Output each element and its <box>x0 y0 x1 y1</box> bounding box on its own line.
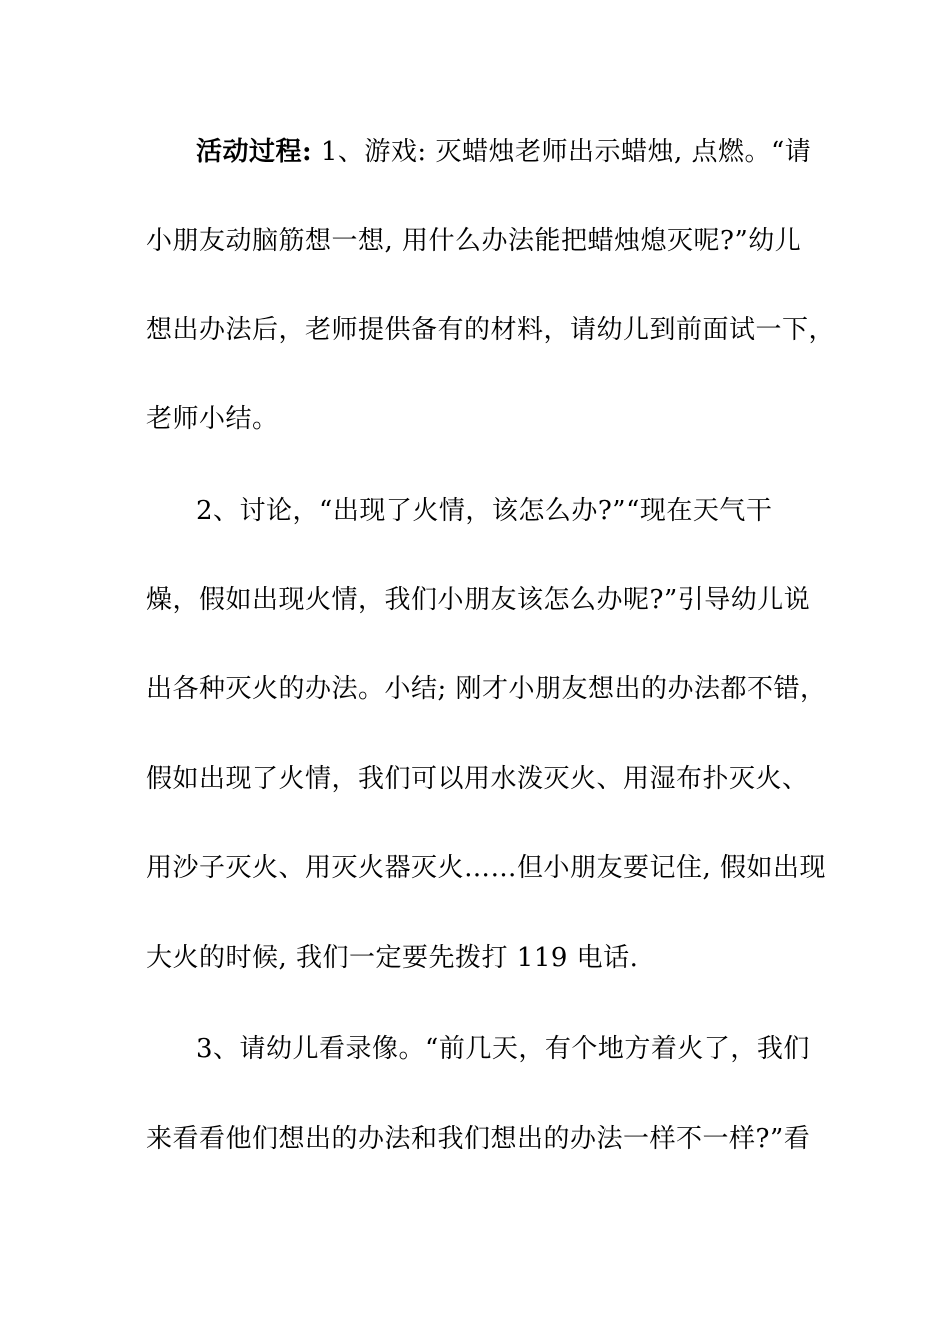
paragraph-2-line-4: 假如出现了火情，我们可以用水泼灭火、用湿布扑灭火、 <box>146 764 809 794</box>
paragraph-2-line-5: 用沙子灭火、用灭火器灭火……但小朋友要记住, 假如出现 <box>146 853 827 883</box>
paragraph-2-line-1: 2、讨论，“出现了火情，该怎么办?”“现在天气干 <box>196 496 773 526</box>
paragraph-2-line-2: 燥，假如出现火情，我们小朋友该怎么办呢?”引导幼儿说 <box>146 585 811 615</box>
paragraph-1-line-2: 小朋友动脑筋想一想, 用什么办法能把蜡烛熄灭呢?”幼儿 <box>146 226 802 256</box>
paragraph-2-line-6: 大火的时候, 我们一定要先拨打 119 电话. <box>146 943 639 973</box>
paragraph-1-line-4: 老师小结。 <box>146 404 279 434</box>
section-heading: 活动过程: <box>196 137 313 167</box>
paragraph-1-text: 1、游戏: 灭蜡烛老师出示蜡烛, 点燃。“请 <box>312 137 812 167</box>
paragraph-1-line-3: 想出办法后，老师提供备有的材料，请幼儿到前面试一下， <box>146 315 836 345</box>
paragraph-3-line-1: 3、请幼儿看录像。“前几天，有个地方着火了，我们 <box>196 1034 810 1064</box>
paragraph-2-line-3: 出各种灭火的办法。小结; 刚才小朋友想出的办法都不错， <box>146 674 827 704</box>
paragraph-3-line-2: 来看看他们想出的办法和我们想出的办法一样不一样?”看 <box>146 1124 811 1154</box>
paragraph-1-line-1 <box>196 134 812 170</box>
